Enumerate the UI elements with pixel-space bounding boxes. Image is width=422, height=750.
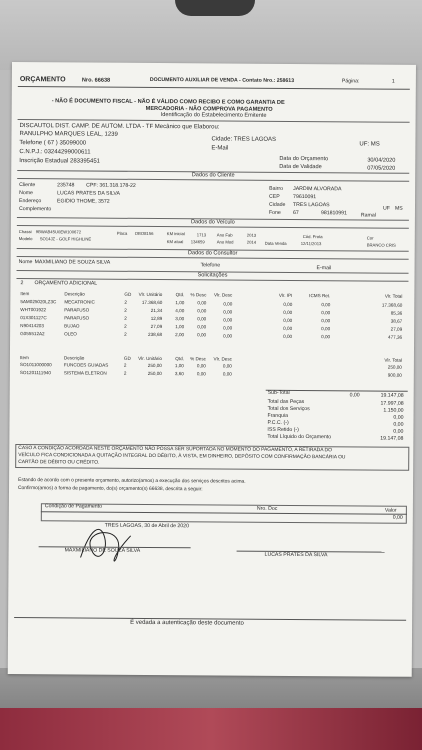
chassis-label: Chassi [18,229,32,235]
total-label: ISS Retido (-) [267,426,299,434]
agree-line-2: Confirmo(amos) a forma de pagamento, do(s) orçamento(s) 66638, descrita a seguir: [18,486,203,493]
parts-cell: PARAFUSO [64,307,90,313]
emitter-company: DISCAUTOL DIST. CAMP. DE AUTOM. LTDA - TF Mecânico que Elaborou: [19,123,220,131]
services-cell: SO1011000000 [19,362,52,368]
payment-valor: 0,00 [392,514,403,521]
parts-cell: 38,67 [390,318,403,324]
parts-cell: 2 [124,307,127,313]
consultant-title-text: Dados do Consultor [187,250,238,257]
cep: 79610091 [293,193,317,201]
parts-cell: 2 [124,299,127,305]
parts-cell: 0,00 [197,324,207,330]
emitter-uf: UF: MS [359,141,380,148]
validity-date: 07/05/2020 [367,165,396,172]
emitter-mechanic: RANULPHO MARQUES LEAL, 1239 [19,131,118,138]
client-name-label: Nome [19,190,33,197]
parts-header-cell: Vlr. Unitário [138,291,163,298]
client-phone: 981810991 [320,210,347,217]
services-cell: 3,60 [174,371,184,377]
services-cell: 0,00 [222,363,232,369]
chassis: 9BWAB45U0EW100672 [35,229,82,235]
services-cell: 250,00 [147,370,162,377]
parts-cell: 0,00 [223,333,233,339]
quote-date: 30/04/2020 [367,157,396,164]
parts-cell: 0,00 [283,325,293,331]
parts-cell: 0,00 [283,317,293,323]
services-cell: SO1201111940 [19,370,52,376]
parts-cell: 85,36 [390,310,403,316]
total-label: Total dos Serviços [267,405,310,413]
parts-cell: G055512A2 [20,331,45,337]
page-label: Página: [341,78,360,85]
signature-consultant: MAXMILIANO DE SOUZA SILVA [64,547,141,554]
ramal-label: Ramal [360,212,376,219]
services-cell: 250,00 [387,364,402,370]
notice-line-2: MERCADORIA - NÃO COMPROVA PAGAMENTO [145,105,273,113]
services-cell: 900,00 [387,372,402,378]
parts-cell: 0,00 [197,308,207,314]
services-cell: 0,00 [222,371,232,377]
district-label: Bairro [269,185,283,192]
doc-type: ORÇAMENTO [19,76,66,84]
parts-header-cell: Item [20,291,30,297]
client-name: LUCAS PRATES DA SILVA [57,190,120,197]
services-cell: FUNCOES GUIADAS [63,362,109,368]
services-header-cell: Vlr. Unitário [138,355,162,362]
services-cell: 1,00 [174,363,184,369]
phone-label: Fone [268,209,281,216]
consultant-phone-label: Telefone [200,262,221,269]
client-complement-label: Complemento [18,206,52,213]
services-header-cell: Descrição [63,355,85,361]
subtotal-zero: 0,00 [349,392,360,399]
parts-header-cell: GD [124,291,132,297]
services-cell: 0,00 [196,363,206,369]
parts-cell: 238,68 [148,331,163,338]
sale-date-label: Data Venda [264,240,287,246]
parts-cell: 2 [124,331,127,337]
client-city-label: Cidade [268,201,286,208]
year-mod-label: Ano Mod [216,239,234,245]
doc-number: Nro. 66638 [81,77,111,84]
parts-header-cell: Qtd. [175,292,185,298]
request-label: ORÇAMENTO ADICIONAL [34,280,98,287]
km-atual: 134659 [190,239,205,245]
vehicle-title-text: Dados do Veículo [190,219,235,226]
subtotal-value: 19.147,08 [380,392,404,399]
total-value: 19.147,08 [380,435,404,442]
total-label: Franquia [267,412,289,419]
parts-cell: 0,00 [283,333,293,339]
aux-doc: DOCUMENTO AUXILIAR DE VENDA - Contato Nro.: 258613 [149,76,295,84]
total-value: 17.997,08 [380,400,404,407]
subtotal-label: Sub-Total [267,389,290,396]
emitter-title-text: Identificação do Estabelecimento Emitente [160,112,267,119]
client-address-label: Endereço [19,198,42,205]
parts-cell: 0,00 [223,301,233,307]
services-cell: 2 [123,370,127,376]
client-code: 235748 [57,182,75,189]
parts-cell: 0,00 [321,310,331,316]
parts-cell: 01X301127C [20,315,47,321]
client-label: Cliente [19,182,36,189]
client-city: TRES LAGOAS [292,201,330,209]
parts-cell: 0,00 [223,309,233,315]
total-label: Total Líquido do Orçamento [267,433,332,441]
vehicle-color: BRANCO CRIS [366,242,396,248]
client-uf: MS [394,205,403,212]
parts-header-cell: Vlr. Total [384,293,403,299]
emitter-city: Cidade: TRES LAGOAS [211,136,277,143]
divider [18,86,410,90]
parts-cell: BUJAO [64,323,80,329]
parts-cell: MECATRONIC [64,299,95,305]
background-fabric [0,708,422,750]
parts-cell: 0,00 [321,318,331,324]
plate-label: Placa [116,230,128,236]
model: SO14JZ - GOLF HIGHLINE [39,236,92,242]
payment-cond-label: Condição de Pagamento [44,503,103,510]
parts-cell: 0,00 [321,334,331,340]
consultant-email-label: E-mail [316,265,332,272]
parts-cell: 2 [124,315,127,321]
emitter-cnpj: C.N.P.J.: 03244299000611 [19,149,91,156]
services-header-cell: Item [19,355,29,361]
year-fab-label: Ano Fab [216,232,233,238]
emitter-state-reg: Inscrição Estadual 283395451 [19,158,101,165]
parts-cell: 27,09 [390,326,403,332]
payment-valor-label: Valor [384,507,397,514]
parts-cell: 0,00 [283,309,293,315]
parts-cell: WHT001922 [20,307,47,313]
footer-text: É vedada a autenticação deste documento [130,619,244,627]
parts-cell: 477,36 [388,334,403,340]
services-header-cell: Vlr. Total [384,357,402,363]
services-cell: 0,00 [196,371,206,377]
agree-line-1: Estando de acordo com o presente orçamento, autorizo(amos) a execução dos serviços descritos acima. [18,478,246,485]
quote-date-label: Data do Orçamento [279,155,329,163]
client-cpf: CPF: 361.318.178-22 [86,182,136,189]
total-label: Total das Peças [267,398,305,406]
parts-cell: 0,00 [197,316,207,322]
parts-cell: 21,34 [150,307,163,314]
phone-ddd: 67 [292,209,299,217]
frota-label: Cód. Frota [302,234,323,240]
background-object [175,0,255,16]
parts-cell: 0,00 [321,326,331,332]
conditions-line-3: CARTÃO DE DÉBITO OU CRÉDITO. [18,460,100,466]
district: JARDIM ALVORADA [293,185,342,193]
client-uf-label: UF [382,205,390,212]
vehicle-title [17,217,409,229]
parts-cell: N90414203 [20,323,44,329]
signature-client: LUCAS PRATES DA SILVA [264,551,328,559]
parts-cell: 0,00 [197,300,207,306]
services-header-cell: GD [123,355,131,361]
conditions-line-2: VEÍCULO FICA CONDICIONADA A QUITAÇÃO INTEGRAL DO DÉBITO, À VISTA, EM DINHEIRO, DEPÓSITO COM CONFIRMAÇÃO BANCÁRIA OU [18,453,346,461]
year-fab: 2013 [246,232,257,238]
parts-cell: 17.368,60 [381,302,403,308]
signature-scribble [60,517,140,568]
services-header-cell: Qtd. [175,356,184,362]
parts-cell: 17.368,60 [141,299,163,306]
parts-cell: 0,00 [321,302,331,308]
parts-cell: 0,00 [197,332,207,338]
client-title [17,170,409,182]
validity-label: Data de Validade [279,163,322,171]
consultant-name-label: Nome [18,259,33,266]
conditions-line-1: CASO A CONDIÇÃO ACORDADA NESTE ORÇAMENTO NÃO POSSA SER SUPORTADA NO MOMENTO DO PAGAMENTO, A RETIRADA DO [18,446,332,454]
emitter-title [18,111,410,123]
client-title-text: Dados do Cliente [191,172,235,179]
parts-cell: 5AM025020LZ3C [20,299,57,305]
parts-cell: 4,00 [175,308,185,314]
client-address: EGIDIO THOME, 3572 [57,198,110,205]
consultant-title [17,248,409,260]
page-value: 1 [391,78,395,85]
parts-cell: 2 [124,323,127,329]
parts-cell: 27,09 [150,323,163,330]
color-label: Cor [366,235,374,241]
background-bottom [0,668,422,750]
request-index: 2 [20,280,24,287]
parts-cell: 1,00 [175,300,185,306]
model-label: Modelo [18,236,33,242]
services-cell: 250,00 [147,362,162,369]
emitter-phone: Telefone ( 67 ) 35099000 [19,140,87,147]
parts-cell: 1,00 [175,324,185,330]
quote-document [8,62,416,677]
parts-cell: 12,89 [150,315,163,322]
total-value: 1.150,00 [383,407,404,414]
services-cell: SISTEMA ELETRON [63,370,107,376]
parts-cell: OLEO [64,331,77,337]
parts-cell: 3,00 [175,316,185,322]
parts-header-cell: Vlr. IPI [278,292,293,298]
total-value: 0,00 [393,428,404,435]
consultant-name: MAXMILIANO DE SOUZA SILVA [34,259,111,266]
year-mod: 2014 [246,239,257,245]
place-date: TRES LAGOAS, 30 de Abril de 2020 [104,522,189,530]
parts-header-cell: Vlr. Desc [213,292,233,298]
km: 1713 [196,232,207,238]
parts-cell: 0,00 [223,325,233,331]
plate: OBO8156 [134,230,154,236]
payment-nro-label: Nro. Doc [256,505,278,512]
notice-line-1: - NÃO É DOCUMENTO FISCAL - NÃO É VÁLIDO COMO RECIBO E COMO GARANTIA DE [51,98,285,106]
total-value: 0,00 [393,414,404,421]
parts-cell: 0,00 [283,301,293,307]
services-cell: 2 [123,362,127,368]
parts-cell: 2,00 [175,332,185,338]
services-header-cell: % Desc [190,356,206,362]
background-top [0,0,422,70]
emitter-email-label: E-Mail [211,145,229,152]
total-label: P.C.C. (-) [267,419,289,426]
cep-label: CEP [269,193,280,200]
services-header-cell: Vlr. Desc [213,356,232,362]
parts-header-cell: ICMS Ret. [309,293,331,299]
requests-title-text: Solicitações [197,272,228,279]
sale-date: 12/11/2013 [300,241,322,247]
parts-cell: 0,00 [223,317,233,323]
km-label: KM inicial [166,231,185,237]
parts-header-cell: Descrição [64,291,85,297]
total-value: 0,00 [393,421,404,428]
parts-header-cell: % Desc [190,292,207,298]
km-atual-label: KM atual [166,239,184,245]
parts-cell: PARAFUSO [64,315,90,321]
